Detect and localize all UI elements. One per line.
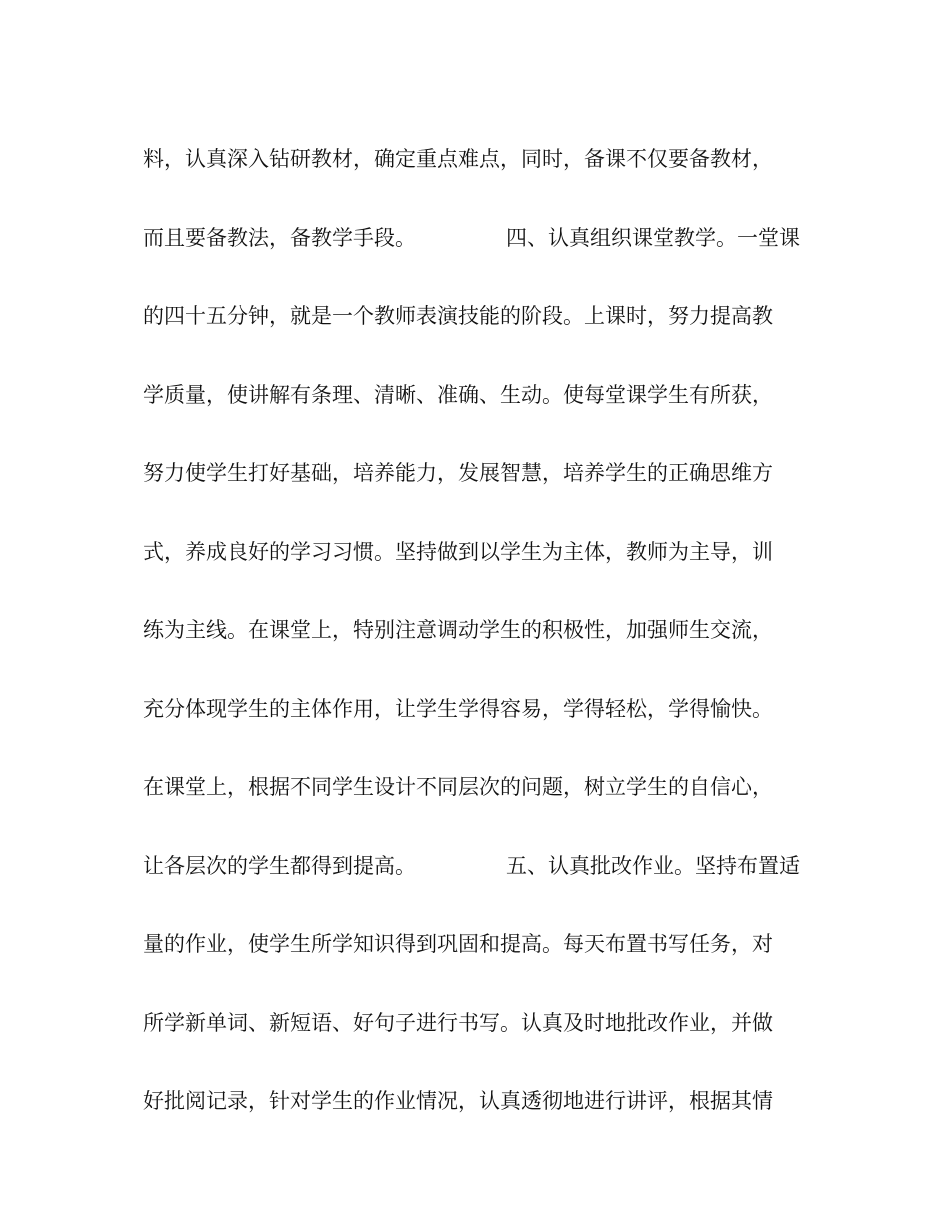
text-line [143, 847, 823, 885]
line-text: 好批阅记录，针对学生的作业情况，认真透彻地进行讲评，根据其情 [143, 1089, 773, 1113]
text-line [143, 533, 823, 571]
text-line [143, 297, 823, 335]
body-text [143, 140, 823, 1161]
line-text: 式，养成良好的学习习惯。坚持做到以学生为主体，教师为主导，训 [143, 539, 773, 564]
line-text: 努力使学生打好基础，培养能力，发展智慧，培养学生的正确思维方 [143, 461, 773, 485]
line-text: 充分体现学生的主体作用，让学生学得容易，学得轻松，学得愉快。 [143, 696, 773, 721]
text-line [143, 1004, 823, 1042]
line-text: 的四十五分钟，就是一个教师表演技能的阶段。上课时，努力提高教 [143, 304, 773, 328]
line-text: 让各层次的学生都得到提高。 [143, 853, 416, 878]
text-line [143, 690, 823, 728]
line-text: 料，认真深入钻研教材，确定重点难点，同时，备课不仅要备教材， [143, 147, 773, 171]
text-line [143, 611, 823, 649]
section-heading-text: 四、认真组织课堂教学。一堂课 [506, 225, 800, 250]
line-text: 而且要备教法，备教学手段。 [143, 225, 416, 250]
line-text: 练为主线。在课堂上，特别注意调动学生的积极性，加强师生交流， [143, 618, 773, 642]
line-text: 量的作业，使学生所学知识得到巩固和提高。每天布置书写任务，对 [143, 932, 773, 956]
section-heading-text: 五、认真批改作业。坚持布置适 [506, 853, 800, 878]
text-line [143, 219, 823, 257]
text-line [143, 1082, 823, 1120]
line-text: 学质量，使讲解有条理、清晰、准确、生动。使每堂课学生有所获， [143, 382, 773, 407]
line-text: 所学新单词、新短语、好句子进行书写。认真及时地批改作业，并做 [143, 1010, 773, 1035]
text-line [143, 376, 823, 414]
line-text: 在课堂上，根据不同学生设计不同层次的问题，树立学生的自信心， [143, 775, 773, 799]
text-line [143, 140, 823, 178]
text-line [143, 925, 823, 963]
text-line [143, 454, 823, 492]
text-line [143, 768, 823, 806]
